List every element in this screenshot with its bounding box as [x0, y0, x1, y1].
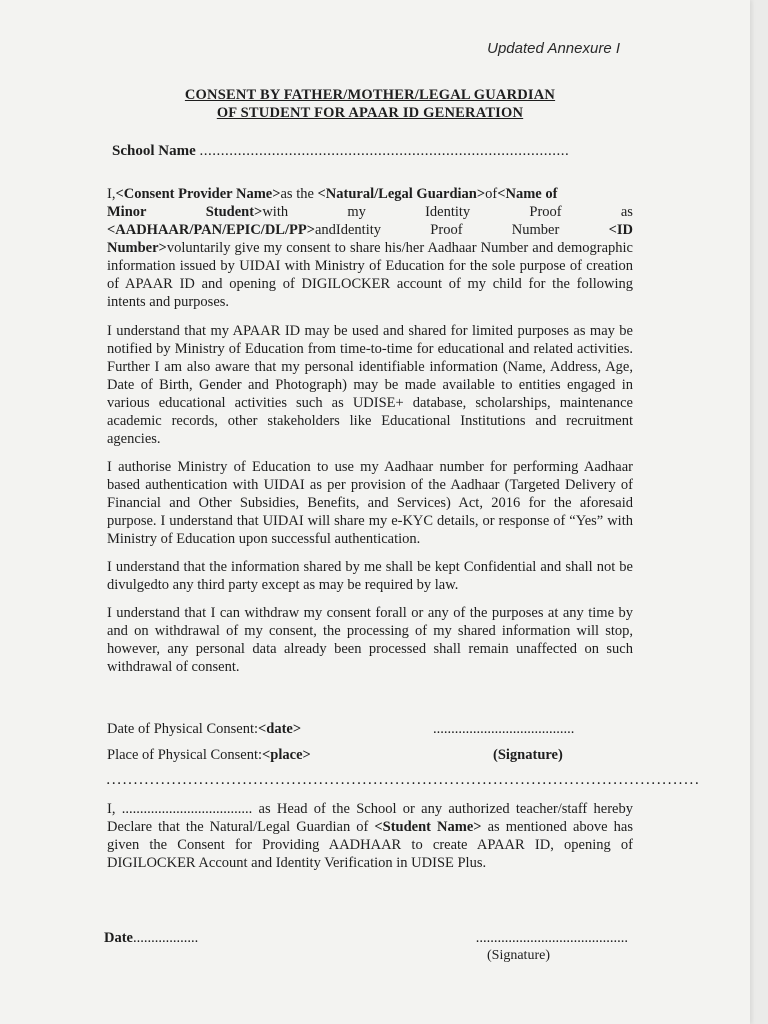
paragraph-authorisation: I authorise Ministry of Education to use my Aadhaar number for performing Aadhaar based authentication with UIDAI as per provision of the Aadhaar (Targeted Delivery of Financial and Other Subsidies, Benefits, and Services) Act, 2016 for the aforesaid purpose. I understand that UIDAI will share my e-KYC details, or response of “Yes” with Ministry of Education upon successful authentication. [107, 459, 633, 547]
placeholder-guardian: <Natural/Legal Guardian> [317, 186, 486, 202]
placeholder-id-number-start: <ID [608, 222, 633, 238]
word-as: as [620, 204, 633, 220]
signature-line: ....................................... [433, 720, 575, 737]
para1-line-3 [107, 221, 633, 239]
footer-date-label: Date [104, 930, 133, 946]
paragraph-withdrawal: I understand that I can withdraw my consent forall or any of the purposes at any time by and on withdrawal of my consent, the processing of my shared information will stop, however, any personal data already been processed shall remain unaffected on such withdrawal of consent. [107, 605, 633, 675]
word-proof: Proof [529, 204, 562, 220]
paragraph-consent [107, 185, 633, 311]
consent-date-value: <date> [258, 720, 302, 737]
text-as-the: as the [280, 186, 318, 202]
consent-date-label: Date of Physical Consent: [107, 720, 259, 737]
para1-line-1 [107, 185, 633, 203]
consent-place-row [107, 742, 633, 768]
placeholder-id-type: <AADHAAR/PAN/EPIC/DL/PP> [107, 222, 315, 238]
school-name-blank: ....................................................................................... [199, 143, 570, 159]
para1-line-2 [107, 203, 633, 221]
title-line-1: CONSENT BY FATHER/MOTHER/LEGAL GUARDIAN [184, 87, 556, 103]
word-with: with [262, 204, 289, 220]
text-i: I, [107, 186, 116, 202]
word-number: Number [511, 222, 560, 238]
consent-date-row [107, 716, 633, 742]
word-student: Student> [205, 204, 263, 220]
school-name-label: School Name [112, 143, 196, 159]
signature-caption: (Signature) [493, 746, 563, 763]
placeholder-student-name: <Student Name> [374, 819, 482, 835]
word-my: my [347, 204, 366, 220]
word-proof-2: Proof [430, 222, 463, 238]
word-minor: Minor [107, 204, 147, 220]
declaration-text-2: as mentioned above has given the Consent for Providing AADHAAR to create APAAR ID, opening of DIGILOCKER Account and Identity Verification in UDISE Plus. [107, 819, 633, 871]
footer-signature-caption: (Signature) [487, 948, 550, 963]
consent-place-label: Place of Physical Consent: [107, 746, 263, 763]
paragraph-apaar-usage: I understand that my APAAR ID may be used and shared for limited purposes as may be notified by Ministry of Education from time-to-time for educational and related activities. Further I am also aware that my personal identifiable information (Name, Address, Age, Date of Birth, Gender and Photograph) may be made available to entities engaged in various educational activities such as UDISE+ database, scholarships, maintenance academic records, other stakeholders like Educational Institutions and recruitment agencies. [107, 323, 633, 447]
placeholder-id-number-end: Number> [107, 240, 167, 256]
head-of-school-declaration [107, 800, 633, 882]
footer-date-blank: .................. [133, 930, 199, 946]
placeholder-minor-name: <Name of [497, 186, 558, 202]
title-line-2: OF STUDENT FOR APAAR ID GENERATION [216, 105, 524, 121]
document-title [0, 86, 740, 122]
footer-signature-line: .......................................... [475, 930, 628, 946]
declaration-paragraph [107, 800, 633, 872]
text-of: of [485, 186, 498, 202]
physical-consent-section [107, 716, 633, 768]
annexure-label: Updated Annexure I [487, 40, 620, 57]
paragraph-confidentiality: I understand that the information shared by me shall be kept Confidential and shall not be divulgedto any third party except as may be required by law. [107, 559, 633, 593]
word-and-identity: andIdentity [314, 222, 382, 238]
consent-body [107, 185, 633, 686]
footer-date-row [104, 930, 628, 947]
declaration-text-1: I, .................................... as Head of the School or any authorized teacher/staff hereby Declare that the Natural/Legal Guardian of [107, 801, 633, 835]
school-name-field [112, 143, 569, 160]
consent-place-value: <place> [262, 746, 311, 763]
word-identity: Identity [425, 204, 471, 220]
section-separator: ............................................................................................................. [106, 772, 701, 788]
para1-rest: voluntarily give my consent to share his/her Aadhaar Number and demographic information issued by UIDAI with Ministry of Education for the sole purpose of creation of APAAR ID and opening of DIGILOCKER account of my child for the following intents and purposes. [107, 240, 633, 310]
placeholder-consent-provider: <Consent Provider Name> [115, 186, 281, 202]
